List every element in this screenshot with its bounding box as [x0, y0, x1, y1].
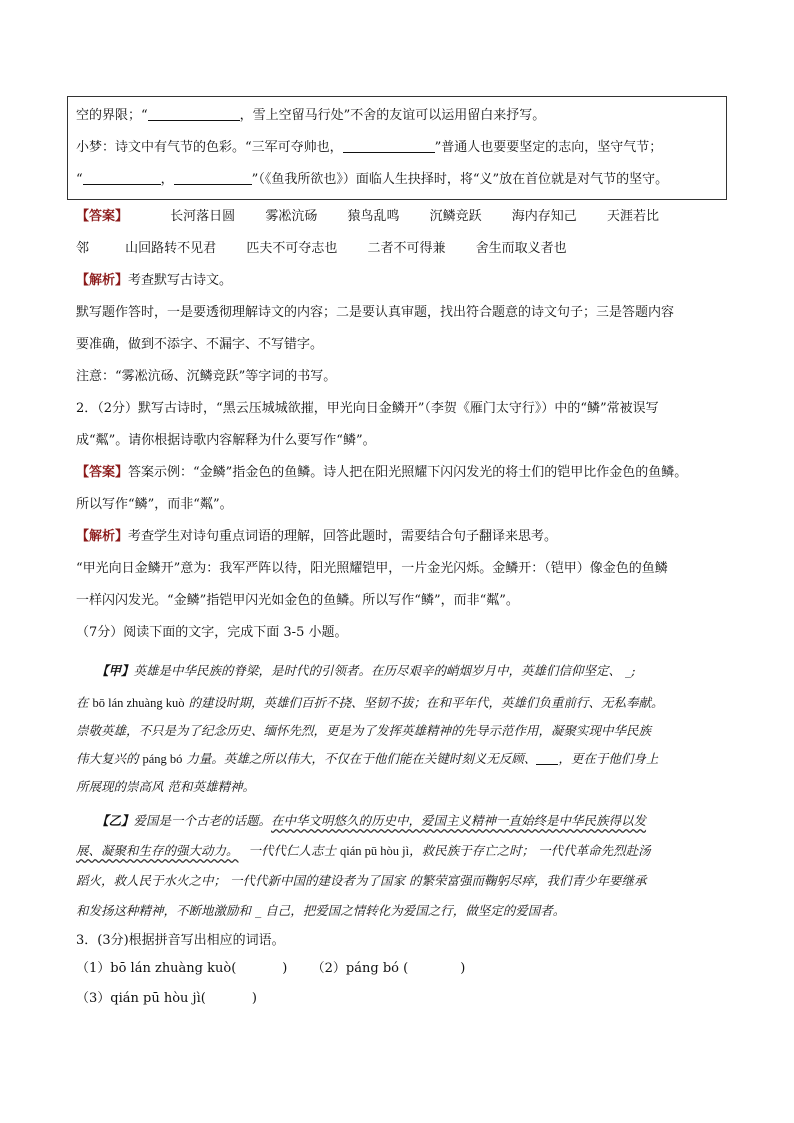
- analysis-2-line: “甲光向日金鳞开”意为：我军严阵以待，阳光照耀铠甲，一片金光闪烁。金鳞开：（铠甲）像金色的鱼鳞: [76, 561, 668, 576]
- analysis-1-heading: 【解析】考查默写古诗文。: [76, 273, 233, 288]
- analysis-2-line: 一样闪闪发光。“金鳞”指铠甲闪光如金色的鱼鳞。所以写作“鳞”，而非“粼”。: [76, 593, 519, 608]
- question-2-line: 成“粼”。请你根据诗歌内容解释为什么要写作“鳞”。: [76, 433, 376, 448]
- answer-item: 长河落日圆: [170, 209, 236, 224]
- fill-blank: [148, 106, 240, 121]
- fill-blank: [174, 170, 252, 185]
- question-3-items: （3）qián pū hòu jì( ): [76, 991, 257, 1006]
- answer-item: 匹夫不可夺志也: [246, 241, 338, 256]
- answer-item: 天涯若比: [606, 209, 659, 224]
- fill-blank: [83, 170, 161, 185]
- answer-label: 【答案】: [76, 209, 129, 224]
- question-3-items: （1）bō lán zhuàng kuò( ) （2）páng bó ( ): [76, 961, 466, 976]
- answer-item: 山回路转不见君: [125, 241, 217, 256]
- question-2-line: 2．（2分）默写古诗时，“黑云压城城欲摧，甲光向日金鳞开”（李贺《雁门太守行》）中的“鳞”常被误写: [76, 401, 659, 416]
- answer-item: 舍生而取义者也: [475, 241, 567, 256]
- answer-item: 邻: [76, 241, 90, 256]
- passage-jia-line: 在 bō lán zhuàng kuò 的建设时期，英雄们百折不挠、坚韧不拔；在和平年代，英雄们负重前行、无私奉献。: [76, 695, 664, 710]
- analysis-label: 【解析】: [76, 529, 129, 544]
- passage-yi-line: 【乙】爱国是一个古老的话题。在中华文明悠久的历史中，爱国主义精神一直始终是中华民族得以发: [96, 813, 647, 828]
- passage-yi-line: 和发扬这种精神，不断地激励和 _ 自己，把爱国之情转化为爱国之行，做坚定的爱国者。: [76, 903, 566, 918]
- answer-label: 【答案】: [76, 465, 129, 480]
- answer-1-row-2: [76, 239, 567, 259]
- answer-item: 海内存知己: [511, 209, 577, 224]
- fill-blank: [343, 138, 435, 153]
- answer-item: 沉鳞竞跃: [429, 209, 482, 224]
- passage-yi-line: 展、凝聚和生存的强大动力。 一代代仁人志士 qián pū hòu jì，救民族于存亡之时； 一代代革命先烈赴汤: [76, 843, 651, 858]
- wavy-underlined-sentence: 在中华文明悠久的历史中，爱国主义精神一直始终是中华民族得以发: [271, 813, 647, 828]
- analysis-2-line: 【解析】考查学生对诗句重点词语的理解，回答此题时，需要结合句子翻译来思考。: [76, 529, 558, 544]
- fill-blank: [536, 750, 558, 765]
- passage-jia-line: 伟大复兴的 páng bó 力量。英雄之所以伟大，不仅在于他们能在关键时刻义无反顾、 ，更在于他们身上: [76, 751, 659, 766]
- analysis-1-line: 注意：“雾凇沆砀、沉鳞竞跃”等字词的书写。: [76, 369, 337, 384]
- pinyin-prompt: qián pū hòu jì: [340, 844, 410, 858]
- pinyin-prompt: bō lán zhuàng kuò: [92, 696, 185, 710]
- answer-item: 雾凇沆砀: [265, 209, 318, 224]
- passage-label: 【甲】: [96, 663, 134, 678]
- analysis-1-line: 要准确，做到不添字、不漏字、不写错字。: [76, 337, 324, 352]
- passage-label: 【乙】: [96, 813, 134, 828]
- analysis-1-line: 默写题作答时，一是要透彻理解诗文的内容；二是要认真审题，找出符合题意的诗文句子；三是答题内容: [76, 305, 675, 320]
- box-line-1: 空的界限；“ ，雪上空留马行处”不舍的友谊可以运用留白来抒写。: [76, 108, 546, 123]
- passage-jia-line: 所展现的崇高风 范和英雄精神。: [76, 779, 255, 794]
- passage-jia-line: 崇敬英雄，不只是为了纪念历史、缅怀先烈，更是为了发挥英雄精神的先导示范作用，凝聚实现中华民族: [76, 723, 652, 738]
- passage-jia-line: 【甲】英雄是中华民族的脊梁，是时代的引领者。在历尽艰辛的峭烟岁月中，英雄们信仰坚定、 _;: [96, 663, 636, 678]
- answer-item: 猿鸟乱鸣: [347, 209, 400, 224]
- answer-1-row-1: [76, 207, 659, 227]
- answer-2-line: 所以写作“鳞”，而非“粼”。: [76, 497, 233, 512]
- passage-yi-line: 蹈火，救人民于水火之中； 一代代新中国的建设者为了国家 的繁荣富强而鞠躬尽瘁，我们青少年要继承: [76, 873, 647, 888]
- box-line-3: “ ， ”（《鱼我所欲也》）面临人生抉择时，将“义”放在首位就是对气节的坚守。: [76, 172, 669, 187]
- question-3-title: 3．(3分)根据拼音写出相应的词语。: [76, 933, 285, 948]
- reading-intro: （7分）阅读下面的文字，完成下面 3-5 小题。: [76, 625, 348, 640]
- answer-2-line: 【答案】答案示例：“金鳞”指金色的鱼鳞。诗人把在阳光照耀下闪闪发光的将士们的铠甲比作金色的鱼鳞。: [76, 465, 688, 480]
- pinyin-prompt: páng bó: [142, 752, 183, 766]
- box-line-2: 小梦：诗文中有气节的色彩。“三军可夺帅也， ”普通人也要要坚定的志向，坚守气节；: [76, 140, 663, 155]
- answer-item: 二者不可得兼: [367, 241, 446, 256]
- analysis-label: 【解析】: [76, 273, 129, 288]
- wavy-underlined-sentence: 展、凝聚和生存的强大动力。: [76, 843, 239, 858]
